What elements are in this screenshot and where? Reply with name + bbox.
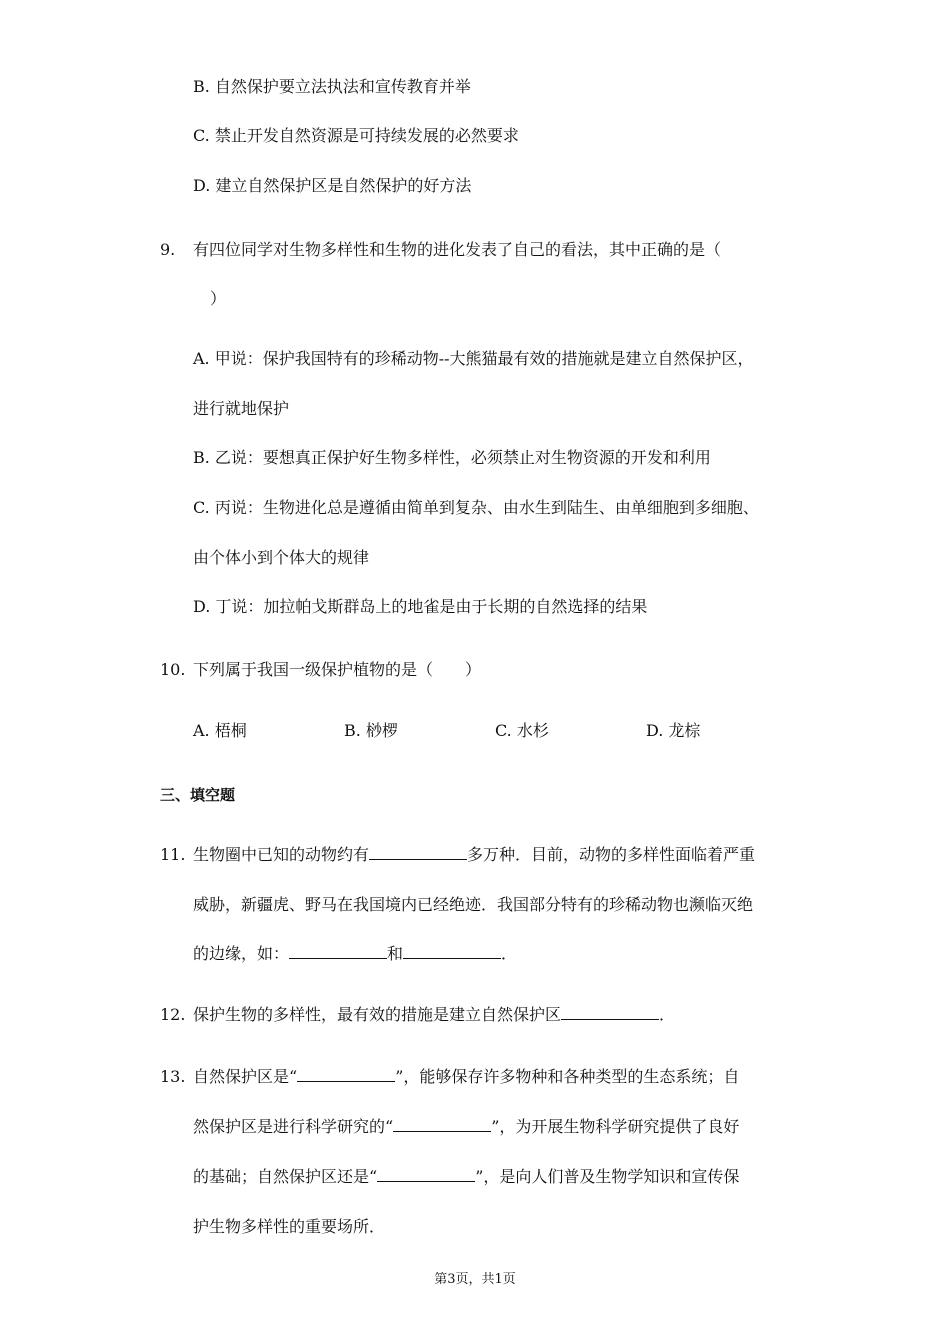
q13-line2	[193, 1117, 739, 1137]
q9-option-d: D. 丁说：加拉帕戈斯群岛上的地雀是由于长期的自然选择的结果	[193, 597, 648, 616]
section-heading-fill-in: 三、填空题	[160, 786, 236, 804]
q9-option-b: B. 乙说：要想真正保护好生物多样性，必须禁止对生物资源的开发和利用	[193, 448, 711, 467]
q11-blank-2[interactable]	[289, 944, 387, 959]
q11-text-2: 多万种．目前，动物的多样性面临着严重	[467, 845, 756, 864]
q9-option-a-line1: A. 甲说：保护我国特有的珍稀动物--大熊猫最有效的措施就是建立自然保护区，	[193, 349, 754, 368]
q11-text-1: 生物圈中已知的动物约有	[193, 845, 370, 864]
q10-option-c: C. 水杉	[495, 721, 549, 740]
q10-option-d: D. 龙棕	[646, 721, 701, 740]
q13-line1	[193, 1067, 739, 1087]
q13-text-5: 的基础；自然保护区还是“	[193, 1167, 378, 1186]
q13-line4: 护生物多样性的重要场所．	[193, 1217, 386, 1236]
q9-option-a-line2: 进行就地保护	[193, 399, 290, 418]
q9-option-c-line2: 由个体小到个体大的规律	[193, 548, 370, 567]
q12-line	[193, 1005, 675, 1025]
q13-blank-2[interactable]	[393, 1117, 491, 1132]
q12-text: 保护生物的多样性，最有效的措施是建立自然保护区	[193, 1005, 562, 1024]
q13-blank-3[interactable]	[377, 1167, 475, 1182]
q11-blank-1[interactable]	[369, 845, 467, 860]
q12-end: ．	[659, 1005, 676, 1024]
q13-line3	[193, 1167, 739, 1187]
q8-option-c: C. 禁止开发自然资源是可持续发展的必然要求	[193, 126, 519, 145]
q11-line2: 威胁，新疆虎、野马在我国境内已经绝迹．我国部分特有的珍稀动物也濒临灭绝	[193, 895, 754, 914]
q11-text-5: ．	[501, 944, 518, 963]
q10-option-a: A. 梧桐	[193, 721, 247, 740]
q13-text-6: ”，是向人们普及生物学知识和宣传保	[475, 1167, 740, 1186]
q13-blank-1[interactable]	[297, 1067, 395, 1082]
q13-text-2: ”，能够保存许多物种和各种类型的生态系统；自	[395, 1067, 740, 1086]
q10-option-b: B. 桫椤	[344, 721, 398, 740]
q10-number: 10.	[160, 660, 186, 679]
q13-text-1: 自然保护区是“	[193, 1067, 298, 1086]
q12-number: 12.	[160, 1005, 186, 1024]
q8-option-b: B. 自然保护要立法执法和宣传教育并举	[193, 77, 471, 96]
q9-option-c-line1: C. 丙说：生物进化总是遵循由简单到复杂、由水生到陆生、由单细胞到多细胞、	[193, 498, 759, 517]
q11-number: 11.	[160, 845, 186, 864]
q11-blank-3[interactable]	[403, 944, 501, 959]
q13-text-4: ”，为开展生物科学研究提供了良好	[491, 1117, 740, 1136]
q9-stem-end: ）	[210, 289, 227, 308]
q11-line1	[193, 845, 755, 865]
q11-line3	[193, 944, 517, 964]
q9-stem: 有四位同学对生物多样性和生物的进化发表了自己的看法，其中正确的是（	[193, 240, 722, 259]
q9-number: 9.	[160, 240, 176, 259]
q8-option-d: D. 建立自然保护区是自然保护的好方法	[193, 176, 472, 195]
q13-number: 13.	[160, 1067, 186, 1086]
q13-text-3: 然保护区是进行科学研究的“	[193, 1117, 394, 1136]
page-footer: 第3页，共1页	[434, 1272, 516, 1287]
q10-stem: 下列属于我国一级保护植物的是（ ）	[193, 660, 482, 679]
q12-blank[interactable]	[561, 1005, 659, 1020]
q11-text-3: 的边缘，如：	[193, 944, 290, 963]
q11-text-4: 和	[387, 944, 404, 963]
